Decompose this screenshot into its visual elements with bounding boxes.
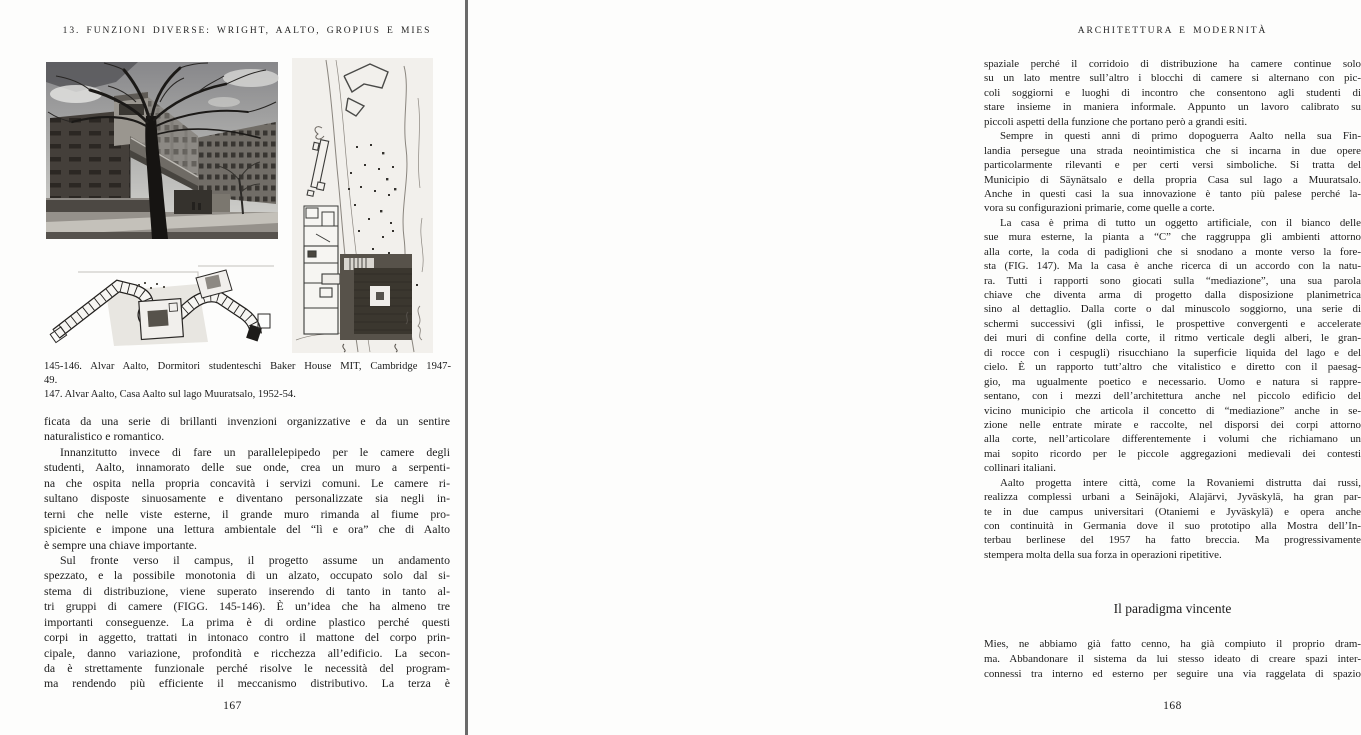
section-heading: Il paradigma vincente [1113,601,1232,616]
text-line: particolarmente rilevanti e per certi versi simboliche. Si tratta del [984,159,1361,172]
text-line: coli soggiorni e luoghi di incontro che consentono agli studenti di [984,86,1361,99]
text-line: corpi in aggetto, trattati in intonaco contro il mattone del corpo prin- [44,630,450,645]
text-line: tri gruppi di camere (FIGG. 145-146). È un’idea che ha almeno tre [44,599,450,614]
text-line: sue mura esterne, la pianta a “C” che raggruppa gli ambienti attorno [984,231,1361,244]
text-line: stare insieme in maniera informale. Appunto un lavoro calibrato su [984,101,1361,114]
text-line: sultano disposte sinuosamente e diventano personalizzate sia negli in- [44,491,450,506]
text-line: spaziale perché il corridoio di distribuzione ha camere continue solo [984,58,1361,70]
text-line: terbau berlinese del 1957 ha fatto breccia. Ma progressivamente [984,534,1361,547]
figure-captions [44,360,451,401]
text-line: mai sopito ricordo per le piccole aggregazioni medievali dei contesti [984,447,1361,460]
text-line: spiciente e impone una lettura ambientale del “lì e ora” che di Aalto [44,522,450,537]
text-line: vora su configurazioni primarie, come quelle a corte. [984,202,1215,215]
text-line: landia persegue una strada neointimistica che si incarna in due opere [984,144,1361,157]
text-line: ma rendendo più efficiente il meccanismo distributivo. La terza è [44,676,450,691]
text-line: alla corte, la coda di padiglioni che si snodano a monte verso la fore- [984,245,1361,258]
text-line: Municipio di Säynätsalo e della propria Casa sul lago a Muuratsalo. [984,173,1361,186]
text-line: ra. Tutti i rapporti sono giocati sulla “mediazione”, una sua parola [984,274,1361,287]
text-line: gio, ma ugualmente poetico e necessario. Uomo e natura si rappre- [984,375,1361,388]
text-line: chiave che diventa arma di progetto dalla disposizione planimetrica [984,289,1361,301]
baker-house-floor-plan [48,256,278,349]
text-line: piccoli aspetti della funzione che portano però a grandi esiti. [984,115,1248,128]
text-line: 145-146. Alvar Aalto, Dormitori studenteschi Baker House MIT, Cambridge 1947- [44,361,451,372]
text-line: 147. Alvar Aalto, Casa Aalto sul lago Muuratsalo, 1952-54. [44,388,296,400]
right-page-section-text [984,637,1361,682]
text-line: realizza complessi urbani a Seinäjoki, Alajärvi, Jyväskylä, ha gran par- [984,491,1361,504]
text-line: naturalistico e romantico. [44,429,165,444]
text-line: importanti conseguenze. La prima è di ordine plastico perché questi [44,614,450,629]
left-running-head: 13. FUNZIONI DIVERSE: WRIGHT, AALTO, GROPIUS E MIES [62,26,432,36]
left-page-body-text [44,414,450,692]
text-line: sino al dettaglio. Dalla corte o dal minuscolo soggiorno, una serie di [984,303,1361,316]
text-line: vicino municipio che articola il concetto di “mediazione” anche in se- [984,404,1361,417]
text-line: cipale, danno variazione, profondità e ricchezza all’edificio. La secon- [44,645,450,660]
text-line: ma. Abbandonare il sistema da lui stesso ideato di creare spazi inter- [984,653,1361,665]
text-line: Innanzitutto invece di fare un parallelepipedo per le camere degli [60,444,450,459]
text-line: su un lato mentre sull’altro i blocchi di camere si alternano con pic- [984,72,1361,85]
text-line: con continuità in Germania dove il suo prototipo alla Mostra dell’In- [984,520,1361,532]
left-page-number: 167 [223,700,242,712]
text-line: Mies, ne abbiamo già fatto cenno, ha già compiuto il proprio dram- [984,638,1361,650]
text-line: 49. [44,374,58,386]
muuratsalo-site-plan [292,58,433,353]
text-line: schermi successivi (gli infissi, le prospettive convergenti e accelerate [984,317,1361,330]
baker-house-photo-drawing [46,62,278,239]
text-line: da è strettamente funzionale perché risolve le necessità del program- [44,661,450,675]
text-line: na che ospita nella propria concavità i servizi comuni. Le camere ri- [44,475,450,490]
text-line: Anche in questi casi la sua innovazione è tanto più palese perché la- [984,187,1361,200]
text-line: Aalto progetta intere città, come la Rovaniemi distrutta dai russi, [1000,476,1361,489]
baker-house-photo [46,62,278,239]
right-page-number: 168 [1163,700,1182,712]
text-line: connessi tra interno ed esterno per seguire una via raggelata di spazio [984,668,1361,680]
site-plan-drawing [292,58,433,353]
text-line: sentano, con i mezzi dell’architettura anche nel piccolo edificio del [984,390,1361,403]
text-line: studenti, Aalto, innamorato delle sue onde, crea un muro a serpenti- [44,460,450,475]
left-page [0,0,465,735]
text-line: stema di distribuzione, viene superato inserendo di tanto in tanto al- [44,583,450,598]
text-line: Sempre in questi anni di primo dopoguerra Aalto nella sua Fin- [1000,130,1361,143]
right-page [468,0,1361,735]
text-line: ficata da una serie di brillanti invenzioni organizzative e da un sentire [44,414,450,428]
text-line: sta (FIG. 147). Ma la casa è anche ricerca di un accordo con la natu- [984,260,1361,273]
text-line: zione nelle entrate mirate e raccolte, nel disporsi dei corpi attorno [984,418,1361,431]
text-line: stempera molta della sua forza in operazioni ripetitive. [984,548,1222,561]
text-line: Sul fronte verso il campus, il progetto assume un andamento [60,552,450,567]
text-line: alla corte, nell’articolare differentemente i volumi che richiamano un [984,433,1361,446]
text-line: dei muri di confine della corte, il ritmo verticale degli alberi, le gran- [984,332,1361,345]
floor-plan-drawing [48,256,278,349]
text-line: di rocce con i cespugli) risucchiano la superficie liquida del lago e del [984,346,1361,359]
right-page-body-text [984,57,1361,562]
text-line: te in due campus universitari (Otaniemi e Jyväskylä) e opera anche [984,505,1361,518]
text-line: cielo. È un rapporto tutt’altro che vitalistico e diretto con il paesag- [984,361,1361,374]
text-line: La casa è prima di tutto un oggetto artificiale, con il bianco delle [1000,216,1361,229]
text-line: è sempre una chiave importante. [44,537,197,552]
text-line: terni che nelle viste esterne, il grande muro rimanda al fiume pro- [44,506,450,521]
text-line: spezzato, e la possibile monotonia di un alzato, occupato solo dal si- [44,568,450,583]
right-running-head: ARCHITETTURA E MODERNITÀ [1077,26,1268,36]
text-line: collinari italiani. [984,462,1056,475]
